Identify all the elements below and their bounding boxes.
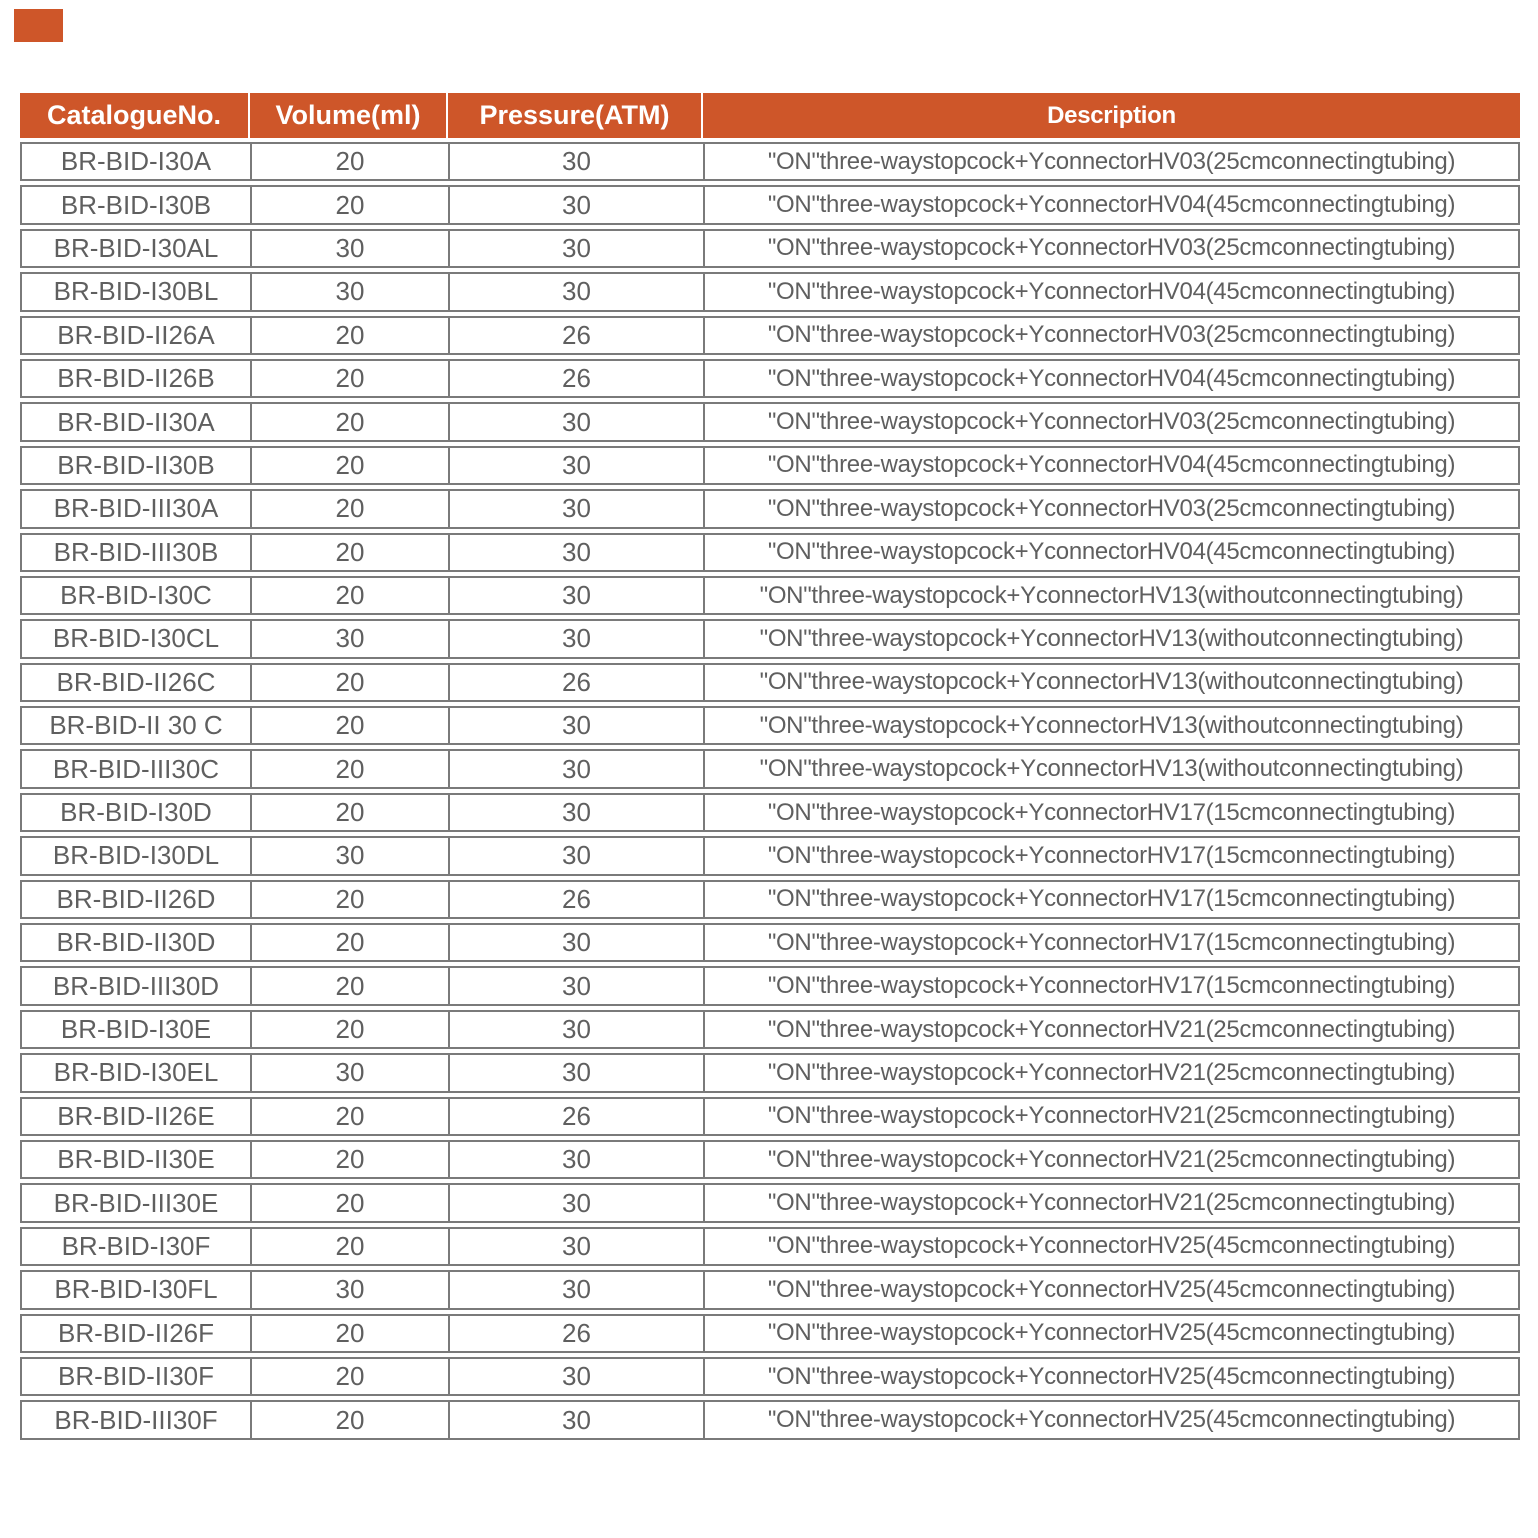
volume-cell: 30	[252, 838, 450, 873]
product-catalog-table	[20, 93, 1520, 1440]
table-row	[20, 923, 1520, 962]
catalogue-no-cell: BR-BID-I30A	[22, 144, 252, 179]
table-row	[20, 1227, 1520, 1266]
catalogue-no-cell: BR-BID-II26F	[22, 1316, 252, 1351]
pressure-cell: 26	[450, 1316, 705, 1351]
table-row	[20, 619, 1520, 658]
table-row	[20, 880, 1520, 919]
table-row	[20, 142, 1520, 181]
catalogue-no-cell: BR-BID-I30BL	[22, 274, 252, 309]
description-cell: "ON"three-waystopcock+YconnectorHV21(25cmconnectingtubing)	[767, 1145, 1456, 1173]
catalogue-no-cell: BR-BID-I30E	[22, 1012, 252, 1047]
corner-accent	[14, 9, 63, 42]
description-cell: "ON"three-waystopcock+YconnectorHV13(withoutconnectingtubing)	[759, 581, 1464, 609]
volume-cell: 30	[252, 621, 450, 656]
pressure-cell: 26	[450, 665, 705, 700]
column-header-volume: Volume(ml)	[250, 93, 448, 138]
table-row	[20, 1357, 1520, 1396]
description-cell: "ON"three-waystopcock+YconnectorHV17(15cmconnectingtubing)	[767, 885, 1456, 913]
catalogue-no-cell: BR-BID-I30C	[22, 578, 252, 613]
pressure-cell: 30	[450, 838, 705, 873]
pressure-cell: 30	[450, 1402, 705, 1437]
catalogue-no-cell: BR-BID-II26A	[22, 318, 252, 353]
volume-cell: 20	[252, 1185, 450, 1220]
description-cell: "ON"three-waystopcock+YconnectorHV17(15cmconnectingtubing)	[767, 841, 1456, 869]
catalogue-no-cell: BR-BID-I30DL	[22, 838, 252, 873]
pressure-cell: 30	[450, 448, 705, 483]
pressure-cell: 30	[450, 1055, 705, 1090]
volume-cell: 20	[252, 318, 450, 353]
description-cell: "ON"three-waystopcock+YconnectorHV13(withoutconnectingtubing)	[759, 668, 1464, 696]
pressure-cell: 30	[450, 925, 705, 960]
volume-cell: 20	[252, 448, 450, 483]
catalogue-no-cell: BR-BID-I30AL	[22, 231, 252, 266]
table-row	[20, 1314, 1520, 1353]
table-row	[20, 185, 1520, 224]
table-row	[20, 749, 1520, 788]
catalogue-no-cell: BR-BID-II30B	[22, 448, 252, 483]
description-cell: "ON"three-waystopcock+YconnectorHV17(15cmconnectingtubing)	[767, 928, 1456, 956]
description-cell: "ON"three-waystopcock+YconnectorHV04(45cmconnectingtubing)	[767, 364, 1456, 392]
catalogue-no-cell: BR-BID-II26D	[22, 882, 252, 917]
description-cell: "ON"three-waystopcock+YconnectorHV03(25cmconnectingtubing)	[767, 234, 1456, 262]
catalogue-no-cell: BR-BID-III30B	[22, 535, 252, 570]
volume-cell: 20	[252, 535, 450, 570]
pressure-cell: 30	[450, 621, 705, 656]
description-cell: "ON"three-waystopcock+YconnectorHV03(25cmconnectingtubing)	[767, 321, 1456, 349]
column-header-pressure: Pressure(ATM)	[448, 93, 703, 138]
table-row	[20, 1270, 1520, 1309]
description-cell: "ON"three-waystopcock+YconnectorHV04(45cmconnectingtubing)	[767, 277, 1456, 305]
description-cell: "ON"three-waystopcock+YconnectorHV04(45cmconnectingtubing)	[767, 538, 1456, 566]
table-header-row	[20, 93, 1520, 138]
table-row	[20, 1010, 1520, 1049]
table-row	[20, 359, 1520, 398]
catalogue-no-cell: BR-BID-II30E	[22, 1142, 252, 1177]
description-cell: "ON"three-waystopcock+YconnectorHV13(withoutconnectingtubing)	[759, 755, 1464, 783]
pressure-cell: 30	[450, 231, 705, 266]
description-cell: "ON"three-waystopcock+YconnectorHV21(25cmconnectingtubing)	[767, 1102, 1456, 1130]
table-row	[20, 316, 1520, 355]
volume-cell: 20	[252, 1099, 450, 1134]
catalogue-no-cell: BR-BID-II30F	[22, 1359, 252, 1394]
table-row	[20, 272, 1520, 311]
description-cell: "ON"three-waystopcock+YconnectorHV25(45cmconnectingtubing)	[767, 1406, 1456, 1434]
pressure-cell: 30	[450, 491, 705, 526]
volume-cell: 30	[252, 274, 450, 309]
volume-cell: 20	[252, 925, 450, 960]
pressure-cell: 30	[450, 1185, 705, 1220]
table-row	[20, 836, 1520, 875]
description-cell: "ON"three-waystopcock+YconnectorHV21(25cmconnectingtubing)	[767, 1058, 1456, 1086]
volume-cell: 20	[252, 1316, 450, 1351]
volume-cell: 20	[252, 404, 450, 439]
description-cell: "ON"three-waystopcock+YconnectorHV17(15cmconnectingtubing)	[767, 798, 1456, 826]
description-cell: "ON"three-waystopcock+YconnectorHV04(45cmconnectingtubing)	[767, 451, 1456, 479]
pressure-cell: 26	[450, 361, 705, 396]
catalogue-no-cell: BR-BID-II30A	[22, 404, 252, 439]
catalogue-no-cell: BR-BID-III30E	[22, 1185, 252, 1220]
table-row	[20, 1053, 1520, 1092]
table-row	[20, 793, 1520, 832]
catalogue-no-cell: BR-BID-I30D	[22, 795, 252, 830]
catalogue-no-cell: BR-BID-II26E	[22, 1099, 252, 1134]
pressure-cell: 30	[450, 578, 705, 613]
volume-cell: 20	[252, 751, 450, 786]
catalogue-no-cell: BR-BID-I30F	[22, 1229, 252, 1264]
pressure-cell: 30	[450, 795, 705, 830]
pressure-cell: 26	[450, 1099, 705, 1134]
catalogue-no-cell: BR-BID-II26C	[22, 665, 252, 700]
description-cell: "ON"three-waystopcock+YconnectorHV04(45cmconnectingtubing)	[767, 191, 1456, 219]
catalogue-no-cell: BR-BID-I30CL	[22, 621, 252, 656]
volume-cell: 20	[252, 144, 450, 179]
volume-cell: 20	[252, 491, 450, 526]
volume-cell: 20	[252, 187, 450, 222]
catalogue-no-cell: BR-BID-III30D	[22, 968, 252, 1003]
volume-cell: 20	[252, 578, 450, 613]
description-cell: "ON"three-waystopcock+YconnectorHV25(45cmconnectingtubing)	[767, 1362, 1456, 1390]
table-row	[20, 1400, 1520, 1439]
catalogue-no-cell: BR-BID-III30C	[22, 751, 252, 786]
catalogue-no-cell: BR-BID-III30A	[22, 491, 252, 526]
pressure-cell: 30	[450, 535, 705, 570]
description-cell: "ON"three-waystopcock+YconnectorHV25(45cmconnectingtubing)	[767, 1319, 1456, 1347]
description-cell: "ON"three-waystopcock+YconnectorHV03(25cmconnectingtubing)	[767, 408, 1456, 436]
description-cell: "ON"three-waystopcock+YconnectorHV25(45cmconnectingtubing)	[767, 1275, 1456, 1303]
catalogue-no-cell: BR-BID-I30FL	[22, 1272, 252, 1307]
table-row	[20, 1183, 1520, 1222]
pressure-cell: 26	[450, 318, 705, 353]
pressure-cell: 30	[450, 144, 705, 179]
description-cell: "ON"three-waystopcock+YconnectorHV17(15cmconnectingtubing)	[767, 972, 1456, 1000]
table-row	[20, 533, 1520, 572]
table-row	[20, 402, 1520, 441]
pressure-cell: 30	[450, 751, 705, 786]
description-cell: "ON"three-waystopcock+YconnectorHV03(25cmconnectingtubing)	[767, 494, 1456, 522]
volume-cell: 20	[252, 665, 450, 700]
volume-cell: 20	[252, 968, 450, 1003]
pressure-cell: 30	[450, 968, 705, 1003]
table-row	[20, 576, 1520, 615]
table-row	[20, 446, 1520, 485]
description-cell: "ON"three-waystopcock+YconnectorHV13(withoutconnectingtubing)	[759, 711, 1464, 739]
pressure-cell: 30	[450, 1012, 705, 1047]
catalogue-no-cell: BR-BID-I30EL	[22, 1055, 252, 1090]
volume-cell: 30	[252, 1272, 450, 1307]
volume-cell: 30	[252, 1055, 450, 1090]
pressure-cell: 30	[450, 1359, 705, 1394]
description-cell: "ON"three-waystopcock+YconnectorHV13(withoutconnectingtubing)	[759, 624, 1464, 652]
pressure-cell: 30	[450, 274, 705, 309]
table-row	[20, 706, 1520, 745]
volume-cell: 20	[252, 1359, 450, 1394]
volume-cell: 20	[252, 1402, 450, 1437]
catalogue-no-cell: BR-BID-II 30 C	[22, 708, 252, 743]
volume-cell: 20	[252, 1012, 450, 1047]
volume-cell: 20	[252, 1229, 450, 1264]
volume-cell: 20	[252, 1142, 450, 1177]
table-row	[20, 1140, 1520, 1179]
table-body	[20, 142, 1520, 1440]
pressure-cell: 30	[450, 1229, 705, 1264]
column-header-catalogue-no: CatalogueNo.	[20, 93, 250, 138]
table-row	[20, 663, 1520, 702]
description-cell: "ON"three-waystopcock+YconnectorHV03(25cmconnectingtubing)	[767, 147, 1456, 175]
description-cell: "ON"three-waystopcock+YconnectorHV25(45cmconnectingtubing)	[767, 1232, 1456, 1260]
pressure-cell: 30	[450, 404, 705, 439]
table-row	[20, 966, 1520, 1005]
volume-cell: 20	[252, 708, 450, 743]
table-row	[20, 1097, 1520, 1136]
pressure-cell: 26	[450, 882, 705, 917]
volume-cell: 20	[252, 361, 450, 396]
catalogue-no-cell: BR-BID-II26B	[22, 361, 252, 396]
column-header-description: Description	[1047, 101, 1176, 129]
pressure-cell: 30	[450, 708, 705, 743]
catalogue-no-cell: BR-BID-III30F	[22, 1402, 252, 1437]
catalogue-no-cell: BR-BID-I30B	[22, 187, 252, 222]
catalogue-no-cell: BR-BID-II30D	[22, 925, 252, 960]
table-row	[20, 229, 1520, 268]
description-cell: "ON"three-waystopcock+YconnectorHV21(25cmconnectingtubing)	[767, 1189, 1456, 1217]
volume-cell: 30	[252, 231, 450, 266]
description-cell: "ON"three-waystopcock+YconnectorHV21(25cmconnectingtubing)	[767, 1015, 1456, 1043]
table-row	[20, 489, 1520, 528]
pressure-cell: 30	[450, 1272, 705, 1307]
pressure-cell: 30	[450, 1142, 705, 1177]
volume-cell: 20	[252, 795, 450, 830]
pressure-cell: 30	[450, 187, 705, 222]
volume-cell: 20	[252, 882, 450, 917]
